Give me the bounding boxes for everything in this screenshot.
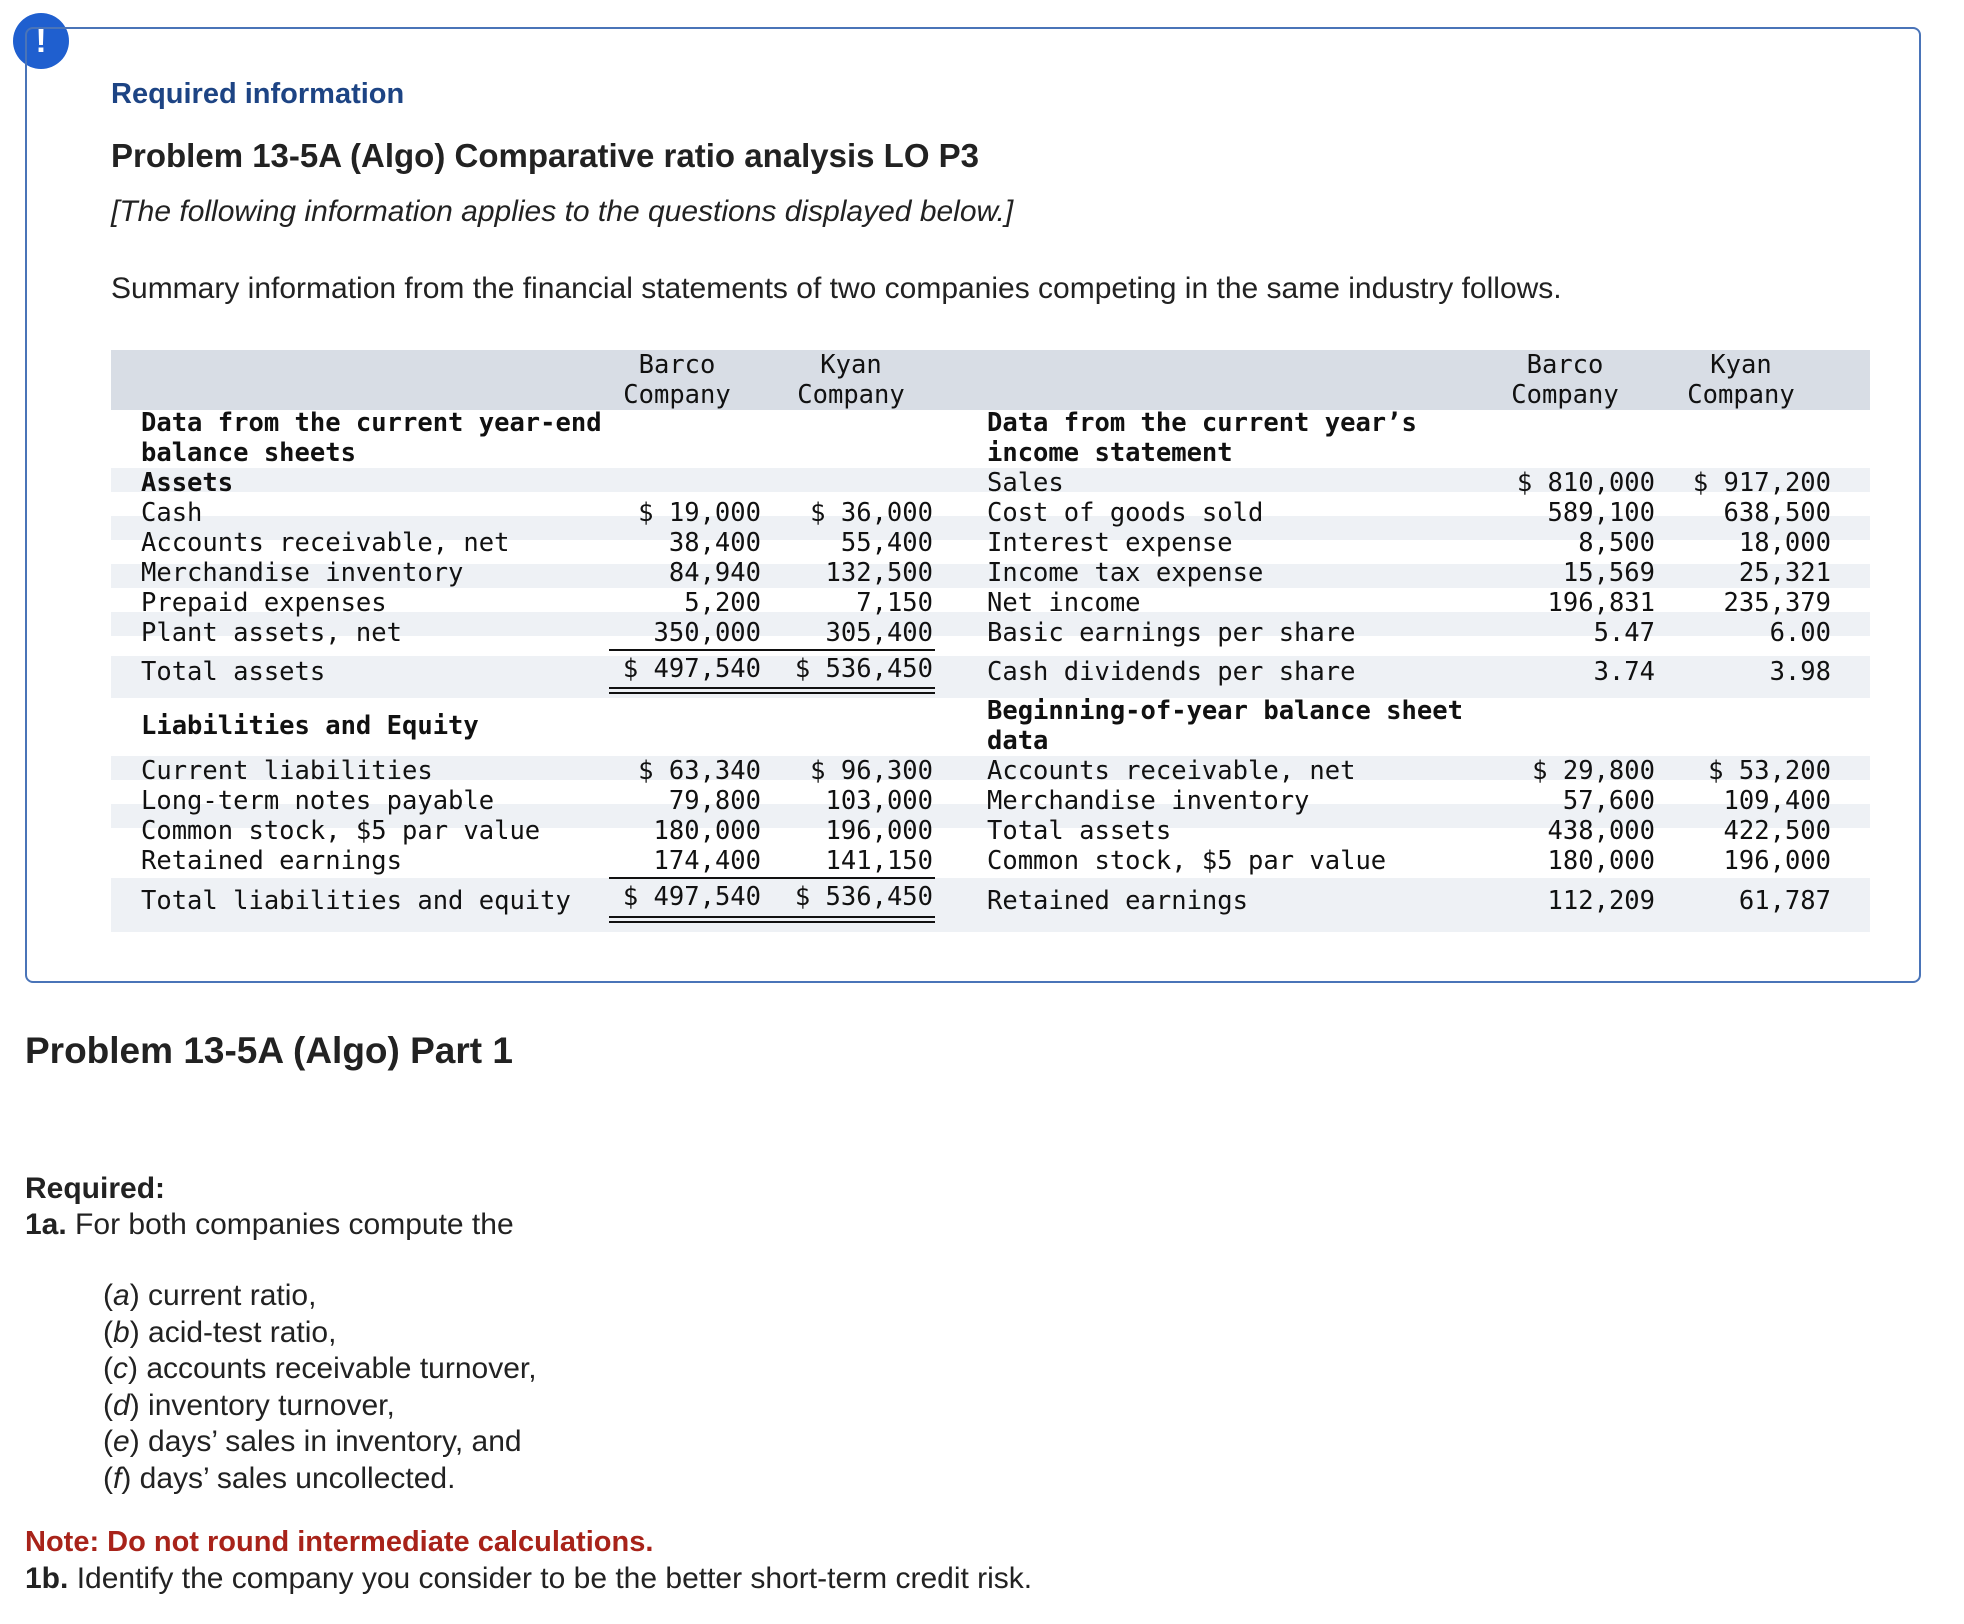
- value-kyan: 25,321: [1738, 558, 1831, 588]
- list-item: (c) accounts receivable turnover,: [103, 1352, 537, 1385]
- liabilities-heading: Liabilities and Equity: [141, 711, 479, 741]
- row-label: Total liabilities and equity: [141, 886, 571, 916]
- problem-title: Problem 13-5A (Algo) Comparative ratio analysis LO P3: [111, 137, 980, 174]
- summary-text: Summary information from the financial statements of two companies competing in the same industry follows.: [111, 272, 1562, 305]
- value-kyan: 103,000: [825, 786, 933, 816]
- row-label: Prepaid expenses: [141, 588, 387, 618]
- value-kyan: 7,150: [856, 588, 933, 618]
- value-barco: $ 63,340: [638, 756, 761, 786]
- row-label: Common stock, $5 par value: [987, 846, 1387, 876]
- row-label: Common stock, $5 par value: [141, 816, 541, 846]
- value-kyan: 109,400: [1723, 786, 1831, 816]
- required-info-heading: Required information: [111, 78, 405, 110]
- row-label: Merchandise inventory: [987, 786, 1310, 816]
- value-kyan: 305,400: [825, 618, 933, 648]
- value-barco: $ 19,000: [638, 498, 761, 528]
- value-barco: 8,500: [1578, 528, 1655, 558]
- value-barco: 112,209: [1547, 886, 1655, 916]
- required-label: Required:: [25, 1172, 166, 1205]
- value-kyan: 18,000: [1738, 528, 1831, 558]
- row-label: Retained earnings: [987, 886, 1248, 916]
- row-label: Total assets: [141, 657, 326, 687]
- list-item: (d) inventory turnover,: [103, 1388, 395, 1422]
- row-label: Retained earnings: [141, 846, 402, 876]
- rounding-note: Note: Do not round intermediate calculations.: [25, 1526, 654, 1558]
- col-header-company: Company: [1687, 380, 1795, 410]
- row-label: Long-term notes payable: [141, 786, 495, 816]
- col-header-company: Company: [1511, 380, 1619, 410]
- value-barco: $ 810,000: [1516, 468, 1655, 498]
- row-label: Accounts receivable, net: [141, 528, 510, 558]
- total-rule: [609, 687, 935, 689]
- value-kyan: 196,000: [825, 816, 933, 846]
- col-header-company: Company: [623, 380, 731, 410]
- value-barco: $ 29,800: [1532, 756, 1655, 786]
- list-item: (f) days’ sales uncollected.: [103, 1461, 456, 1495]
- value-barco: $ 497,540: [622, 654, 761, 684]
- subtotal-rule: [609, 877, 935, 879]
- value-barco: 589,100: [1547, 498, 1655, 528]
- section-heading: Beginning-of-year balance sheet: [987, 696, 1463, 726]
- value-barco: 5.47: [1593, 618, 1655, 648]
- total-rule: [609, 916, 935, 918]
- section-heading: Data from the current year-end: [141, 408, 602, 438]
- value-barco: 15,569: [1562, 558, 1655, 588]
- alert-icon: !: [13, 13, 69, 69]
- value-kyan: $ 36,000: [810, 498, 933, 528]
- question-number: 1a.: [25, 1208, 67, 1241]
- section-heading: data: [987, 726, 1049, 756]
- col-header-barco: Barco: [1526, 350, 1604, 380]
- list-item: (b) acid-test ratio,: [103, 1315, 337, 1349]
- value-barco: 84,940: [668, 558, 761, 588]
- question-1a: [25, 1208, 514, 1242]
- value-kyan: 55,400: [840, 528, 933, 558]
- row-label: Accounts receivable, net: [987, 756, 1356, 786]
- row-label: Merchandise inventory: [141, 558, 464, 588]
- row-label: Income tax expense: [987, 558, 1264, 588]
- value-barco: 438,000: [1547, 816, 1655, 846]
- list-item: (e) days’ sales in inventory, and: [103, 1425, 522, 1458]
- value-barco: 38,400: [668, 528, 761, 558]
- question-text: Identify the company you consider to be the better short-term credit risk.: [68, 1562, 1033, 1595]
- value-barco: 180,000: [1547, 846, 1655, 876]
- value-barco: 3.74: [1593, 657, 1655, 687]
- row-label: Interest expense: [987, 528, 1233, 558]
- financial-data-table: [111, 350, 1870, 932]
- value-barco: 196,831: [1547, 588, 1655, 618]
- row-label: Sales: [987, 468, 1064, 498]
- section-heading: Data from the current year’s: [987, 408, 1417, 438]
- value-barco: 180,000: [653, 816, 761, 846]
- value-kyan: $ 53,200: [1708, 756, 1831, 786]
- value-kyan: $ 917,200: [1692, 468, 1831, 498]
- value-kyan: 422,500: [1723, 816, 1831, 846]
- value-barco: 57,600: [1562, 786, 1655, 816]
- row-label: Net income: [987, 588, 1141, 618]
- subtotal-rule: [609, 649, 935, 651]
- part-title: Problem 13-5A (Algo) Part 1: [25, 1030, 513, 1071]
- col-header-kyan: Kyan: [820, 350, 882, 380]
- assets-heading: Assets: [141, 468, 234, 498]
- row-label: Total assets: [987, 816, 1172, 846]
- value-kyan: $ 536,450: [794, 654, 933, 684]
- value-kyan: 196,000: [1723, 846, 1831, 876]
- row-label: Cost of goods sold: [987, 498, 1264, 528]
- section-heading: balance sheets: [141, 438, 356, 468]
- total-rule: [609, 692, 935, 694]
- value-barco: 5,200: [684, 588, 761, 618]
- value-barco: 174,400: [653, 846, 761, 876]
- value-kyan: 235,379: [1723, 588, 1831, 618]
- col-header-company: Company: [797, 380, 905, 410]
- col-header-barco: Barco: [638, 350, 716, 380]
- ratio-list: [103, 1278, 537, 1497]
- question-text: For both companies compute the: [66, 1208, 514, 1241]
- row-label: Cash: [141, 498, 203, 528]
- value-barco: $ 497,540: [622, 882, 761, 912]
- value-kyan: 61,787: [1738, 886, 1831, 916]
- row-label: Basic earnings per share: [987, 618, 1356, 648]
- value-kyan: $ 536,450: [794, 882, 933, 912]
- row-label: Current liabilities: [141, 756, 433, 786]
- value-kyan: 3.98: [1769, 657, 1831, 687]
- row-label: Plant assets, net: [141, 618, 402, 648]
- applies-note: [The following information applies to the questions displayed below.]: [111, 195, 1014, 228]
- question-1b: [25, 1562, 1032, 1596]
- row-label: Cash dividends per share: [987, 657, 1356, 687]
- list-item: (a) current ratio,: [103, 1279, 317, 1312]
- question-number: 1b.: [25, 1562, 69, 1595]
- value-barco: 350,000: [653, 618, 761, 648]
- value-kyan: 132,500: [825, 558, 933, 588]
- value-barco: 79,800: [668, 786, 761, 816]
- value-kyan: 141,150: [825, 846, 933, 876]
- col-header-kyan: Kyan: [1710, 350, 1772, 380]
- section-heading: income statement: [987, 438, 1233, 468]
- value-kyan: $ 96,300: [810, 756, 933, 786]
- total-rule: [609, 921, 935, 923]
- value-kyan: 6.00: [1769, 618, 1831, 648]
- value-kyan: 638,500: [1723, 498, 1831, 528]
